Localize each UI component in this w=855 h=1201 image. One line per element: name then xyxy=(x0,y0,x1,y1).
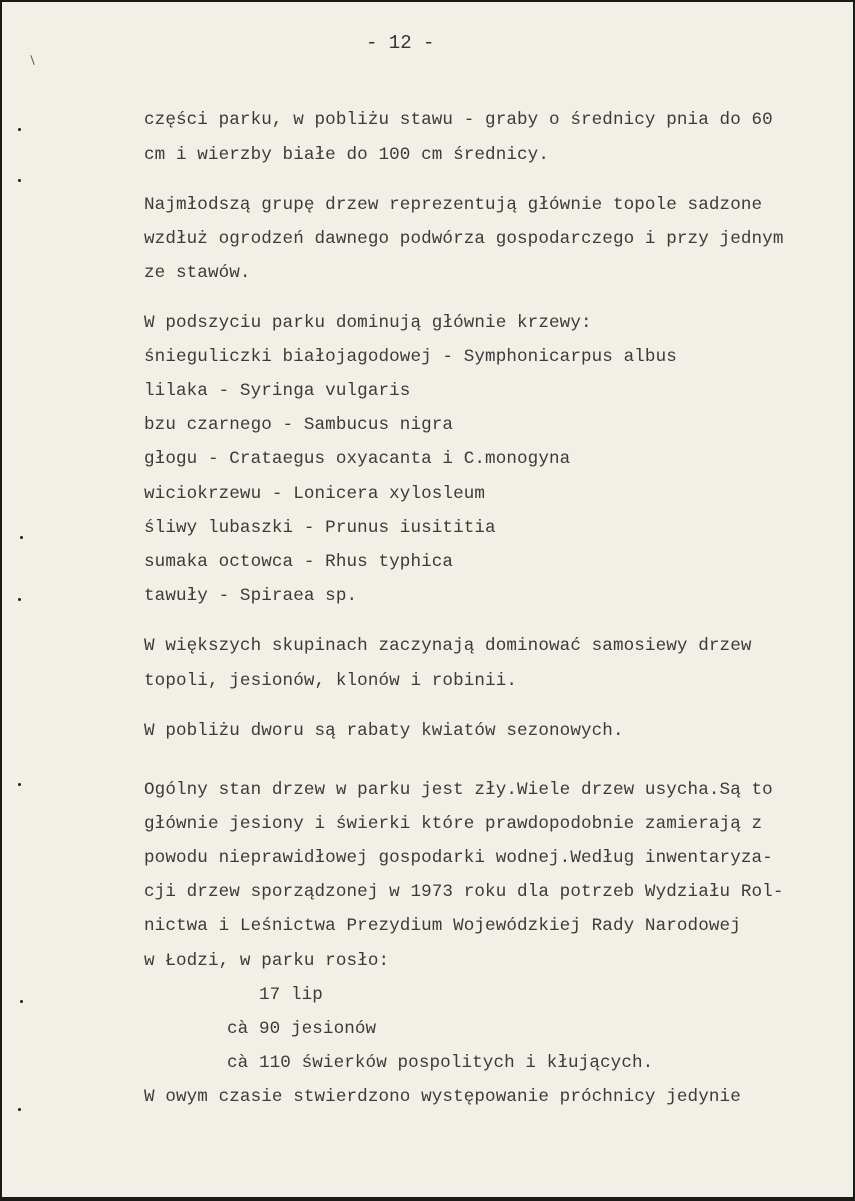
text-line: ze stawów. xyxy=(144,263,251,283)
margin-dot xyxy=(18,1108,21,1111)
list-item: tawuły - Spiraea sp. xyxy=(144,586,358,606)
text-line: części parku, w pobliżu stawu - graby o średnicy pnia do 60 xyxy=(144,110,773,130)
text-line: nictwa i Leśnictwa Prezydium Wojewódzkiej Rady Narodowej xyxy=(144,916,741,936)
list-item: śliwy lubaszki - Prunus iusititia xyxy=(144,518,496,538)
margin-dot xyxy=(18,598,21,601)
text-line: W pobliżu dworu są rabaty kwiatów sezonowych. xyxy=(144,721,624,741)
text-line: W większych skupinach zaczynają dominować samosiewy drzew xyxy=(144,636,752,656)
margin-dot xyxy=(18,783,21,786)
text-line: Najmłodszą grupę drzew reprezentują głównie topole sadzone xyxy=(144,195,763,215)
margin-mark xyxy=(30,55,34,65)
page-number: - 12 - xyxy=(366,32,435,54)
inventory-item: cà 110 świerków pospolitych i kłujących. xyxy=(227,1053,654,1073)
list-item: sumaka octowca - Rhus typhica xyxy=(144,552,454,572)
text-line: W owym czasie stwierdzono występowanie próchnicy jedynie xyxy=(144,1087,741,1107)
inventory-item: 17 lip xyxy=(259,985,323,1005)
list-item: śnieguliczki białojagodowej - Symphonicarpus albus xyxy=(144,347,677,367)
typewritten-page xyxy=(2,2,853,1197)
text-line: w Łodzi, w parku rosło: xyxy=(144,951,390,971)
text-line: Ogólny stan drzew w parku jest zły.Wiele drzew usycha.Są to xyxy=(144,780,773,800)
text-line: cm i wierzby białe do 100 cm średnicy. xyxy=(144,145,550,165)
list-item: lilaka - Syringa vulgaris xyxy=(144,381,411,401)
text-line: wzdłuż ogrodzeń dawnego podwórza gospodarczego i przy jednym xyxy=(144,229,784,249)
margin-dot xyxy=(18,179,21,182)
margin-dot xyxy=(20,1000,23,1003)
text-line: W podszyciu parku dominują głównie krzewy: xyxy=(144,313,592,333)
text-line: topoli, jesionów, klonów i robinii. xyxy=(144,671,518,691)
text-line: cji drzew sporządzonej w 1973 roku dla potrzeb Wydziału Rol- xyxy=(144,882,784,902)
margin-dot xyxy=(18,128,21,131)
inventory-item: cà 90 jesionów xyxy=(227,1019,377,1039)
list-item: wiciokrzewu - Lonicera xylosleum xyxy=(144,484,486,504)
list-item: bzu czarnego - Sambucus nigra xyxy=(144,415,454,435)
text-line: głównie jesiony i świerki które prawdopodobnie zamierają z xyxy=(144,814,763,834)
list-item: głogu - Crataegus oxyacanta i C.monogyna xyxy=(144,449,571,469)
margin-dot xyxy=(20,536,23,539)
text-line: powodu nieprawidłowej gospodarki wodnej.Według inwentaryza- xyxy=(144,848,773,868)
